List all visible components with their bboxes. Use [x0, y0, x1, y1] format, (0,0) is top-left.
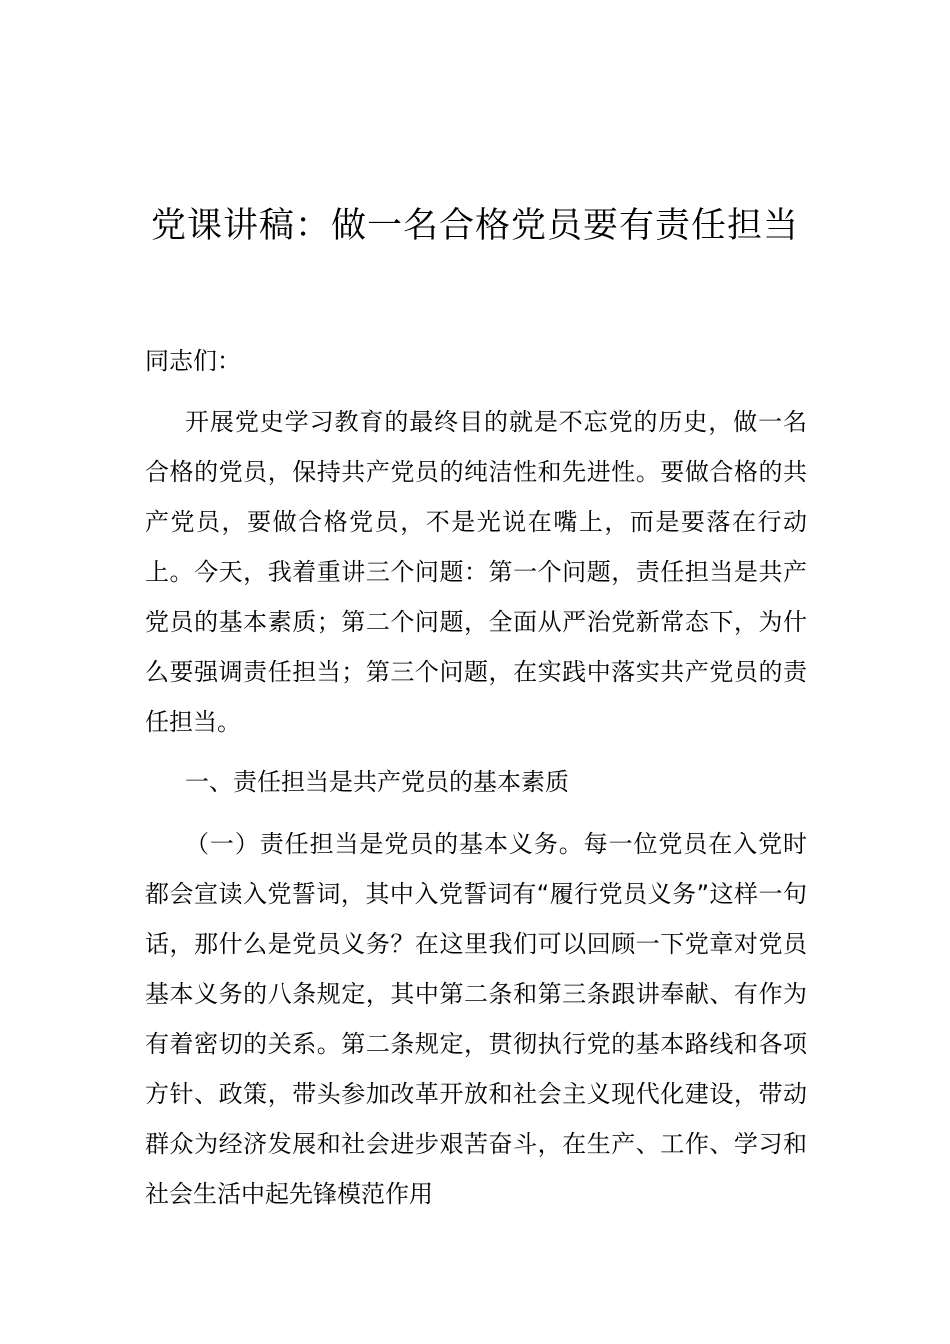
document-title: 党课讲稿：做一名合格党员要有责任担当: [150, 206, 799, 246]
paragraph-section-1-1: （一）责任担当是党员的基本义务。每一位党员在入党时都会宣读入党誓词，其中入党誓词有“履行党员义务”这样一句话，那什么是党员义务？在这里我们可以回顾一下党章对党员基本义务的八条规定，其中第二条和第三条跟讲奉献、有作为有着密切的关系。第二条规定，贯彻执行党的基本路线和各项方针、政策，带头参加改革开放和社会主义现代化建设，带动群众为经济发展和社会进步艰苦奋斗，在生产、工作、学习和社会生活中起先锋模范作用: [145, 830, 807, 1208]
paragraph-intro: 开展党史学习教育的最终目的就是不忘党的历史，做一名合格的党员，保持共产党员的纯洁性和先进性。要做合格的共产党员，要做合格党员，不是光说在嘴上，而是要落在行动上。今天，我着重讲三个问题：第一个问题，责任担当是共产党员的基本素质；第二个问题，全面从严治党新常态下，为什么要强调责任担当；第三个问题，在实践中落实共产党员的责任担当。: [145, 408, 807, 736]
section-heading: 一、责任担当是共产党员的基本素质: [185, 768, 569, 796]
salutation: 同志们：: [145, 347, 241, 375]
